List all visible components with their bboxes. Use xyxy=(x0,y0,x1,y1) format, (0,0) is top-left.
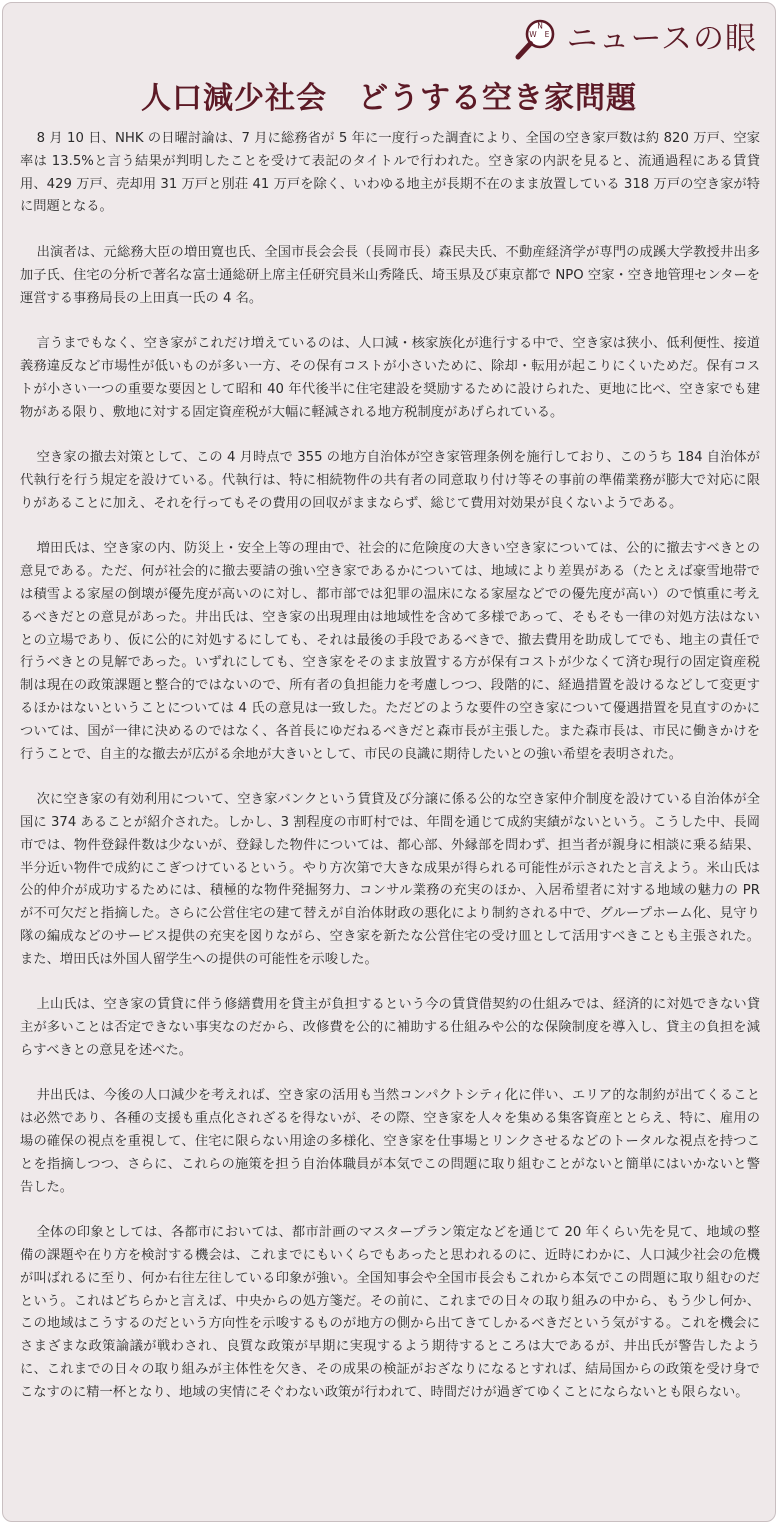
paragraph-5: 増田氏は、空き家の内、防災上・安全上等の理由で、社会的に危険度の大きい空き家については、公的に撤去すべきとの意見である。ただ、何が社会的に撤去要請の強い空き家であるかについては、地域により差異がある（たとえば豪雪地帯では積雪よる家屋の倒壊が優先度が高いのに対し、都市部では犯罪の温床になる家屋などでの優先度が高い）ので慎重に考えるべきだとの意見があった。井出氏は、空き家の出現理由は地域性を含めて多様であって、そもそも一律の対処方法はないとの立場であり、仮に公的に対処するにしても、それは最後の手段であるべきで、撤去費用を助成してでも、地主の責任で行うべきとの見解であった。いずれにしても、空き家をそのまま放置する方が保有コストが少なくて済む現行の固定資産税制は現在の政策課題と整合的ではないので、所有者の負担能力を考慮しつつ、段階的に、経過措置を設けるなどして変更するほかはないということについては 4 氏の意見は一致した。ただどのような要件の空き家について優遇措置を見直すのかについては、国が一律に決めるのではなく、各首長にゆだねるべきだと森市長が主張した。また森市長は、市民に働きかけを行うことで、自主的な撤去が広がる余地が大きいとして、市民の良識に期待したいとの強い希望を表明された。 xyxy=(20,541,760,762)
article-body xyxy=(20,128,760,1405)
paragraph-1: 8 月 10 日、NHK の日曜討論は、7 月に総務省が 5 年に一度行った調査により、全国の空き家戸数は約 820 万戸、空家率は 13.5%と言う結果が判明したことを受けて表記のタイトルで行われた。空き家の内訳を見ると、流通過程にある賃貸用、429 万戸、売却用 31 万戸と別荘 41 万戸を除く、いわゆる地主が長期不在のまま放置している 318 万戸の空き家が特に問題となる。 xyxy=(20,131,760,215)
paragraph-4: 空き家の撤去対策として、この 4 月時点で 355 の地方自治体が空き家管理条例を施行しており、このうち 184 自治体が代執行を行う規定を設けている。代執行は、特に相続物件の共有者の同意取り付け等その事前の準備業務が膨大で対応に限りがあることに加え、それを行ってもその費用の回収がままならず、総じて費用対効果が良くないようである。 xyxy=(20,450,760,511)
paragraph-8: 井出氏は、今後の人口減少を考えれば、空き家の活用も当然コンパクトシティ化に伴い、エリア的な制約が出てくることは必然であり、各種の支援も重点化されざるを得ないが、その際、空き家を人々を集める集客資産ととらえ、特に、雇用の場の確保の視点を重視して、住宅に限らない用途の多様化、空き家を仕事場とリンクさせるなどのトータルな視点を持つことを指摘しつつ、さらに、これらの施策を担う自治体職員が本気でこの問題に取り組むことがないと簡単にはいかないと警告した。 xyxy=(20,1088,760,1195)
paragraph-7: 上山氏は、空き家の賃貸に伴う修繕費用を貸主が負担するという今の賃貸借契約の仕組みでは、経済的に対処できない貸主が多いことは否定できない事実なのだから、改修費を公的に補助する仕組みや公的な保険制度を導入し、貸主の負担を減らすべきとの意見を述べた。 xyxy=(20,997,760,1058)
compass-letter-w: W xyxy=(528,30,537,39)
paragraph-6: 次に空き家の有効利用について、空き家バンクという賃貸及び分譲に係る公的な空き家仲介制度を設けている自治体が全国に 374 あることが紹介された。しかし、3 割程度の市町村では、年間を通じて成約実績がないという。こうした中、長岡市では、物件登録件数は少ないが、登録した物件については、都心部、外縁部を問わず、担当者が親身に相談に乗る結果、半分近い物件で成約にこぎつけているという。やり方次第で大きな成果が得られる可能性が示されたと言えよう。米山氏は公的仲介が成功するためには、積極的な物件発掘努力、コンサル業務の充実のほか、入居希望者に対する地域の魅力の PR が不可欠だと指摘した。さらに公営住宅の建て替えが自治体財政の悪化により制約される中で、グループホーム化、見守り隊の編成などのサービス提供の充実を図りながら、空き家を新たな公営住宅の受け皿として活用すべきことも主張された。また、増田氏は外国人留学生への提供の可能性を示唆した。 xyxy=(20,792,760,967)
paragraph-9: 全体の印象としては、各都市においては、都市計画のマスタープラン策定などを通じて 20 年くらい先を見て、地域の整備の課題や在り方を検討する機会は、これまでにもいくらでもあったと思われるのに、近時にわかに、人口減少社会の危機が叫ばれるに至り、何か右往左往している印象が強い。全国知事会や全国市長会もこれから本気でこの問題に取り組むのだという。これはどちらかと言えば、中央からの処方箋だ。その前に、これまでの日々の取り組みの中から、もう少し何か、この地域はこうするのだという方向性を示唆するものが地方の側から出てきてしかるべきだという気がする。これを機会にさまざまな政策論議が戦わされ、良質な政策が早期に実現するよう期待するところは大であるが、井出氏が警告したように、これまでの日々の取り組みが主体性を欠き、その成果の検証がおざなりになるとすれば、結局国からの政策を受け身でこなすのに精一杯となり、地域の実情にそぐわない政策が行われて、時間だけが過ぎてゆくことにならないとも限らない。 xyxy=(20,1225,760,1400)
compass-magnifier-icon xyxy=(513,15,561,63)
column-header xyxy=(513,15,757,63)
compass-letter-n: N xyxy=(536,21,543,31)
compass-letter-e: E xyxy=(544,30,549,39)
article-panel xyxy=(2,2,776,1522)
article-title: 人口減少社会 どうする空き家問題 xyxy=(141,81,637,116)
paragraph-3: 言うまでもなく、空き家がこれだけ増えているのは、人口減・核家族化が進行する中で、空き家は狭小、低利便性、接道義務違反など市場性が低いものが多い一方、その保有コストが小さいために、除却・転用が起こりにくいためだ。保有コストが小さい一つの重要な要因として昭和 40 年代後半に住宅建設を奨励するために設けられた、更地に比べ、空き家でも建物がある限り、敷地に対する固定資産税が大幅に軽減される地方税制度があげられている。 xyxy=(20,336,760,420)
column-name: ニュースの眼 xyxy=(566,20,757,57)
paragraph-2: 出演者は、元総務大臣の増田寛也氏、全国市長会会長（長岡市長）森民夫氏、不動産経済学が専門の成蹊大学教授井出多加子氏、住宅の分析で著名な富士通総研上席主任研究員米山秀隆氏、埼玉県及び東京都で NPO 空家・空き地管理センターを運営する事務局長の上田真一氏の 4 名。 xyxy=(20,244,760,306)
